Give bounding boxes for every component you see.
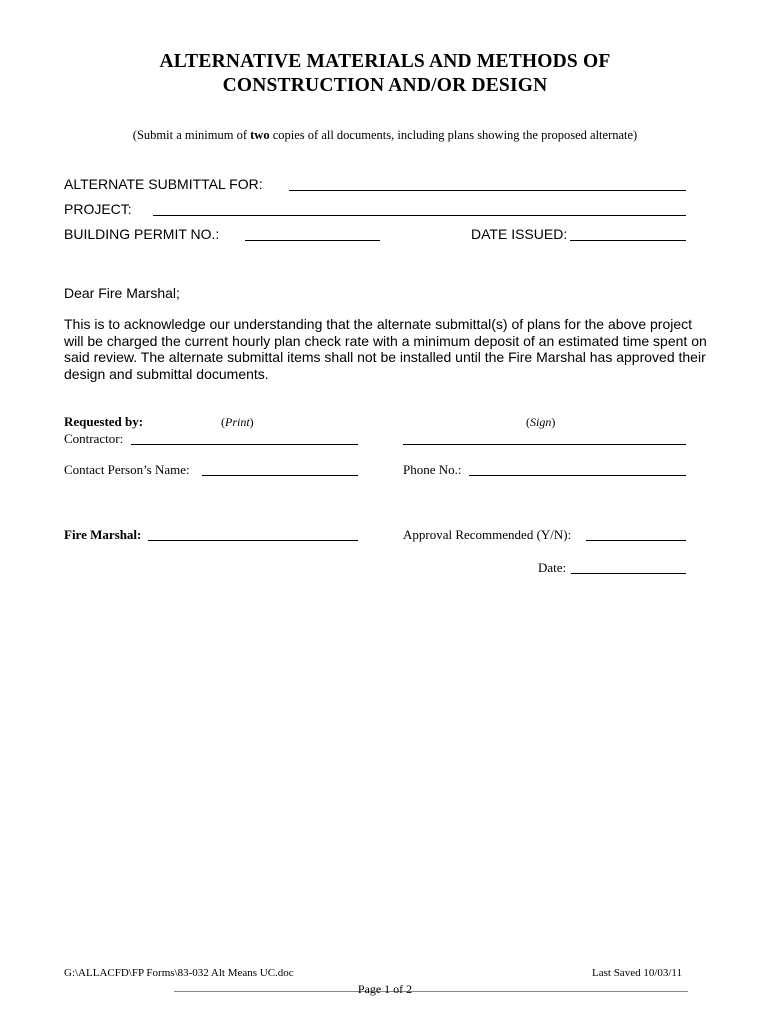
- contractor-label: Contractor:: [64, 431, 124, 446]
- date-issued-field[interactable]: [570, 240, 686, 241]
- fire-marshal-field[interactable]: [148, 540, 358, 541]
- contact-person-label: Contact Person’s Name:: [64, 462, 190, 477]
- contractor-print-field[interactable]: [131, 444, 358, 445]
- letter-line: design and submittal documents.: [64, 365, 269, 382]
- subtitle-bold: two: [250, 128, 270, 142]
- date-label: Date:: [538, 560, 567, 575]
- requested-by-label: Requested by:: [64, 414, 144, 429]
- print-text: Print: [225, 415, 250, 429]
- footer-last-saved: Last Saved 10/03/11: [592, 967, 683, 979]
- contact-person-field[interactable]: [202, 475, 358, 476]
- subtitle: [0, 128, 770, 143]
- footer-page-number: Page 1 of 2: [357, 982, 413, 996]
- letter-body: [64, 316, 714, 382]
- date-field[interactable]: [571, 573, 686, 574]
- fire-marshal-label: Fire Marshal:: [64, 527, 142, 542]
- approval-field[interactable]: [586, 540, 686, 541]
- contractor-sign-field[interactable]: [403, 444, 686, 445]
- letter-line: This is to acknowledge our understanding that the alternate submittal(s) of plans for the above project: [64, 316, 693, 332]
- building-permit-field[interactable]: [245, 240, 380, 241]
- building-permit-label: BUILDING PERMIT NO.:: [64, 226, 220, 242]
- letter-line: said review. The alternate submittal items shall not be installed until the Fire Marshal has approved their: [64, 349, 706, 365]
- subtitle-pre: (Submit a minimum of: [132, 128, 251, 142]
- footer-file-path: G:\ALLACFD\FP Forms\83-032 Alt Means UC.doc: [64, 967, 294, 979]
- alternate-submittal-field[interactable]: [289, 190, 686, 191]
- sign-label: (Sign): [526, 415, 556, 429]
- title-line-1: ALTERNATIVE MATERIALS AND METHODS OF: [159, 51, 611, 72]
- phone-field[interactable]: [469, 475, 686, 476]
- subtitle-post: copies of all documents, including plans showing the proposed alternate): [269, 128, 638, 142]
- letter-line: will be charged the current hourly plan check rate with a minimum deposit of an estimated time spent on: [64, 332, 707, 349]
- alternate-submittal-label: ALTERNATE SUBMITTAL FOR:: [64, 176, 263, 192]
- phone-label: Phone No.:: [403, 462, 462, 477]
- print-label: (Print): [221, 415, 254, 429]
- page-title: [0, 50, 770, 98]
- title-line-2: CONSTRUCTION AND/OR DESIGN: [222, 75, 548, 96]
- date-issued-label: DATE ISSUED:: [471, 226, 568, 242]
- salutation: Dear Fire Marshal;: [64, 285, 180, 301]
- sign-text: Sign: [530, 415, 552, 429]
- approval-label: Approval Recommended (Y/N):: [403, 527, 572, 542]
- project-field[interactable]: [153, 215, 686, 216]
- project-label: PROJECT:: [64, 201, 132, 217]
